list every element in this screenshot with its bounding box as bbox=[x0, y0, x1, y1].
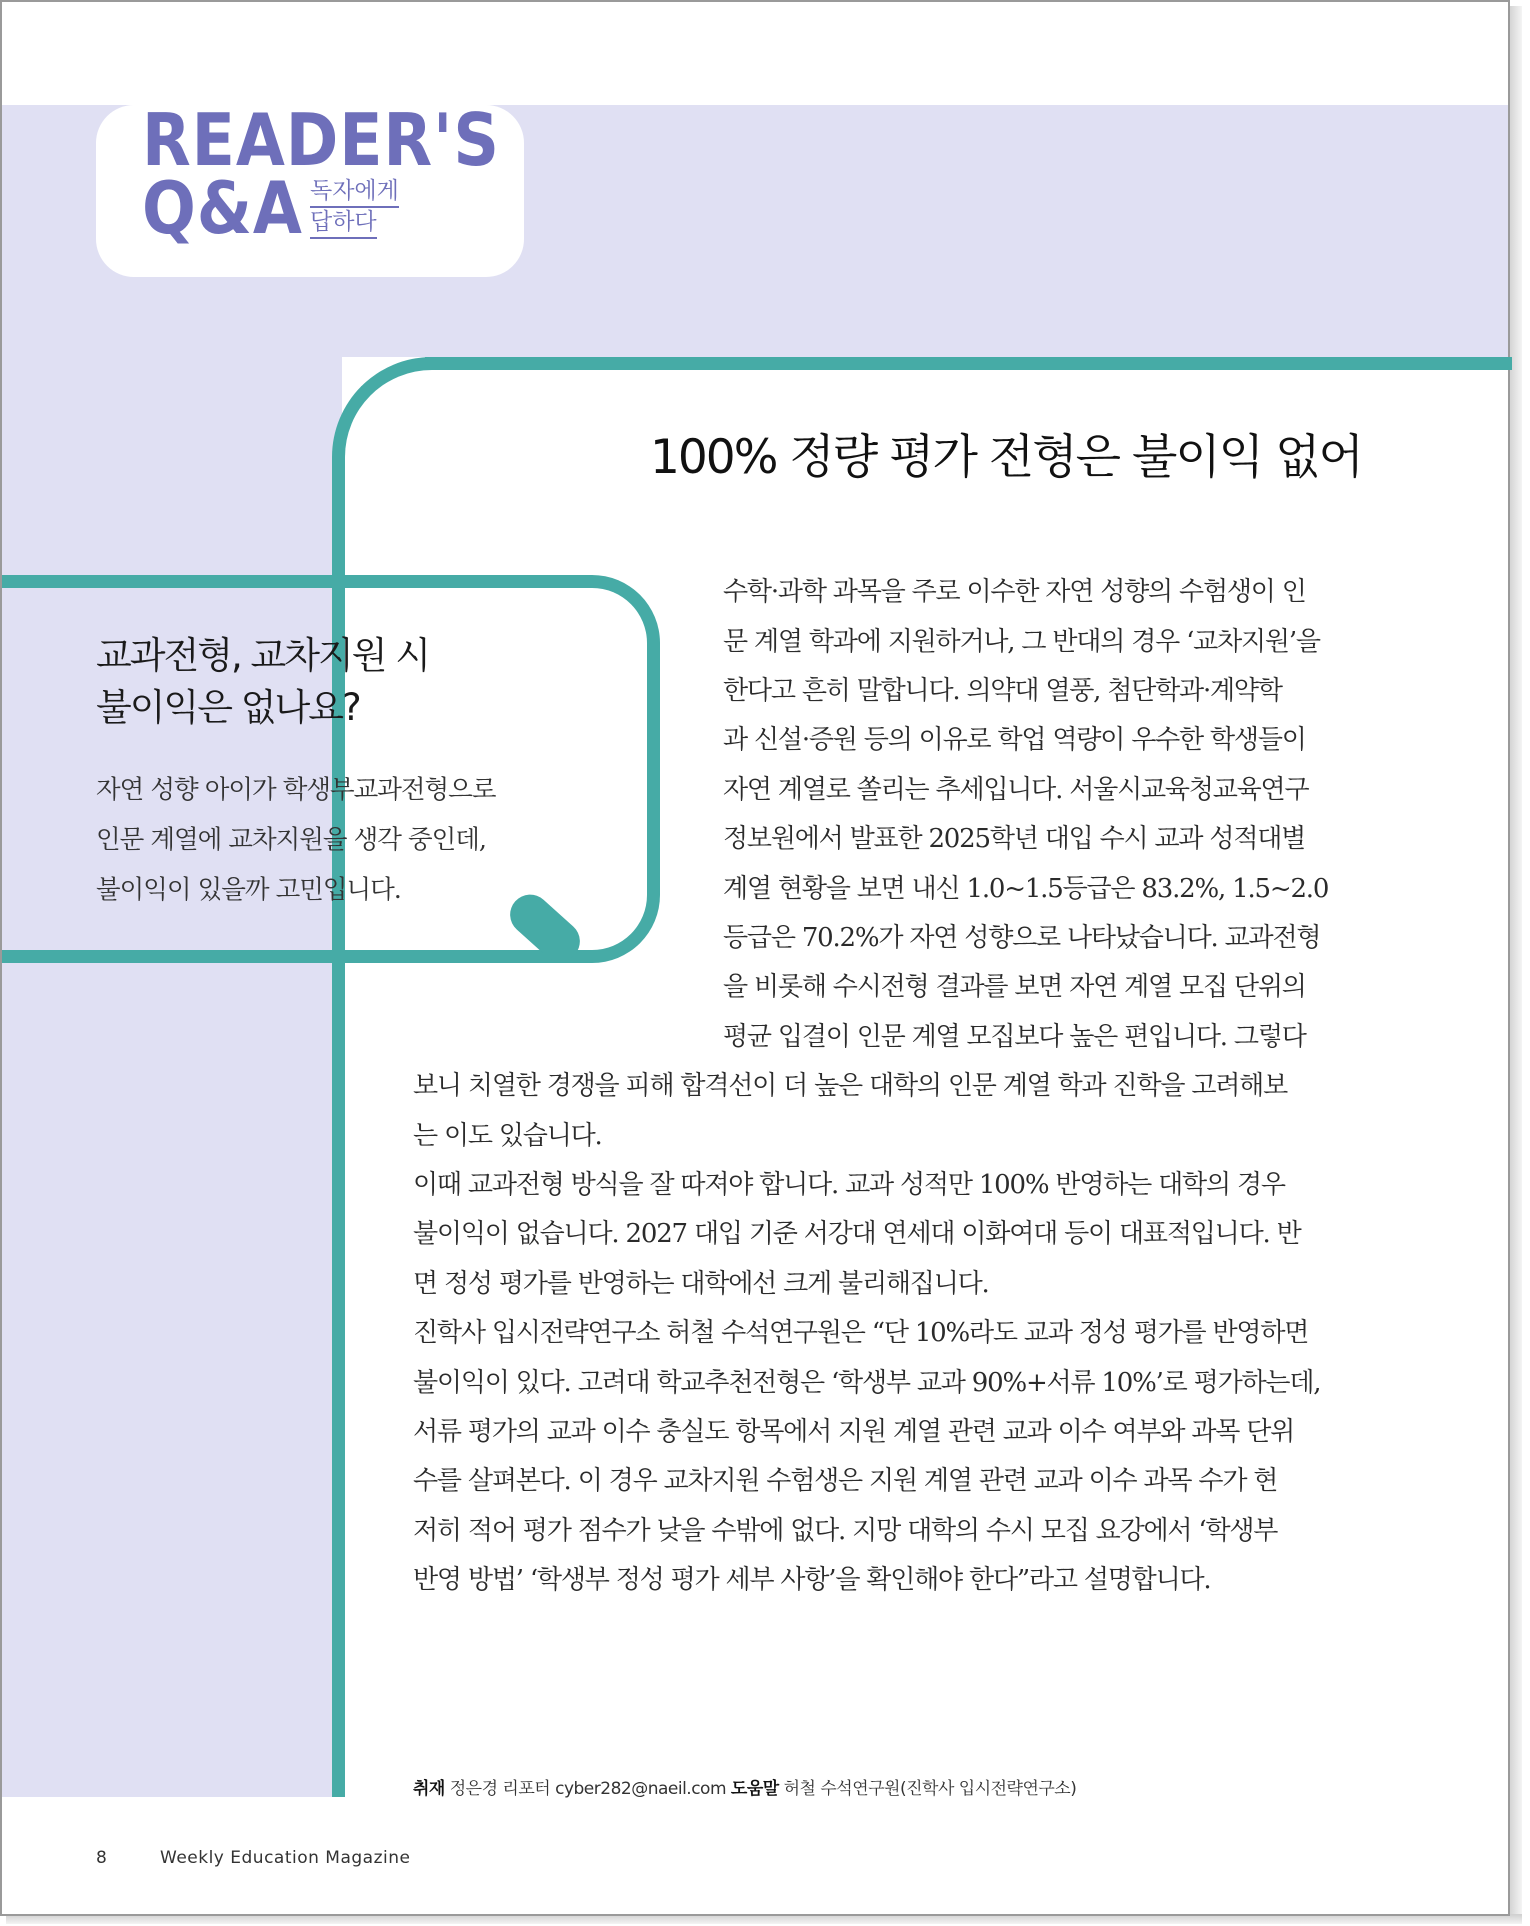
article-line: 수를 살펴본다. 이 경우 교차지원 수험생은 지원 계열 관련 교과 이수 과목 수가 현 bbox=[413, 1466, 1278, 1496]
article-line: 불이익이 없습니다. 2027 대입 기준 서강대 연세대 이화여대 등이 대표적입니다. 반 bbox=[413, 1219, 1301, 1249]
credit-text: 허철 수석연구원(진학사 입시전략연구소) bbox=[778, 1779, 1077, 1799]
article-line: 등급은 70.2%가 자연 성향으로 나타났습니다. 교과전형 bbox=[723, 923, 1321, 953]
question-body-line: 자연 성향 아이가 학생부교과전형으로 bbox=[96, 775, 496, 805]
question-body-line: 불이익이 있을까 고민입니다. bbox=[96, 875, 401, 905]
article-line: 저히 적어 평가 점수가 낮을 수밖에 없다. 지망 대학의 수시 모집 요강에서 ‘학생부 bbox=[413, 1516, 1278, 1546]
article-line: 진학사 입시전략연구소 허철 수석연구원은 “단 10%라도 교과 정성 평가를 반영하면 bbox=[413, 1318, 1309, 1348]
article-line: 문 계열 학과에 지원하거나, 그 반대의 경우 ‘교차지원’을 bbox=[723, 627, 1320, 657]
credit-label: 취재 bbox=[413, 1779, 445, 1799]
page-number: 8 bbox=[96, 1848, 108, 1868]
article-credits bbox=[413, 1774, 1076, 1799]
section-label: 독자에게 bbox=[310, 180, 399, 208]
teal-top-line bbox=[425, 357, 1512, 370]
magazine-name: Weekly Education Magazine bbox=[160, 1848, 411, 1868]
article-line: 반영 방법’ ‘학생부 정성 평가 세부 사항’을 확인해야 한다”라고 설명합니다. bbox=[413, 1565, 1211, 1595]
article-line: 불이익이 있다. 고려대 학교추천전형은 ‘학생부 교과 90%+서류 10%’로 평가하는데, bbox=[413, 1368, 1321, 1398]
section-label: 답하다 bbox=[310, 211, 377, 239]
article-line: 평균 입결이 인문 계열 모집보다 높은 편입니다. 그렇다 bbox=[723, 1022, 1306, 1052]
article-line: 면 정성 평가를 반영하는 대학에선 크게 불리해집니다. bbox=[413, 1269, 989, 1299]
question-title-line: 불이익은 없나요? bbox=[96, 686, 360, 729]
article-line: 자연 계열로 쏠리는 추세입니다. 서울시교육청교육연구 bbox=[723, 775, 1309, 805]
article-line: 수학·과학 과목을 주로 이수한 자연 성향의 수험생이 인 bbox=[723, 577, 1306, 607]
article-line: 정보원에서 발표한 2025학년 대입 수시 교과 성적대별 bbox=[723, 824, 1306, 854]
article-line: 서류 평가의 교과 이수 충실도 항목에서 지원 계열 관련 교과 이수 여부와 과목 단위 bbox=[413, 1417, 1295, 1447]
article-line: 한다고 흔히 말합니다. 의약대 열풍, 첨단학과·계약학 bbox=[723, 676, 1282, 706]
brand-title: READER'S bbox=[142, 98, 500, 182]
article-line: 이때 교과전형 방식을 잘 따져야 합니다. 교과 성적만 100% 반영하는 대학의 경우 bbox=[413, 1170, 1285, 1200]
credit-label: 도움말 bbox=[730, 1779, 779, 1799]
brand-subtitle: Q&A bbox=[142, 166, 303, 250]
article-line: 을 비롯해 수시전형 결과를 보면 자연 계열 모집 단위의 bbox=[723, 972, 1306, 1002]
article-line: 는 이도 있습니다. bbox=[413, 1121, 602, 1151]
page-shadow bbox=[1508, 6, 1522, 1921]
left-column-band bbox=[2, 357, 342, 1797]
credit-text: 정은경 리포터 cyber282@naeil.com bbox=[444, 1779, 731, 1799]
article-line: 보니 치열한 경쟁을 피해 합격선이 더 높은 대학의 인문 계열 학과 진학을 고려해보 bbox=[413, 1071, 1288, 1101]
question-title-line: 교과전형, 교차지원 시 bbox=[96, 634, 429, 677]
article-headline: 100% 정량 평가 전형은 불이익 없어 bbox=[650, 430, 1362, 485]
question-body-line: 인문 계열에 교차지원을 생각 중인데, bbox=[96, 825, 487, 855]
article-line: 과 신설·증원 등의 이유로 학업 역량이 우수한 학생들이 bbox=[723, 725, 1306, 755]
question-title bbox=[96, 630, 556, 734]
question-body bbox=[96, 765, 566, 915]
article-line: 계열 현황을 보면 내신 1.0~1.5등급은 83.2%, 1.5~2.0 bbox=[723, 874, 1329, 904]
